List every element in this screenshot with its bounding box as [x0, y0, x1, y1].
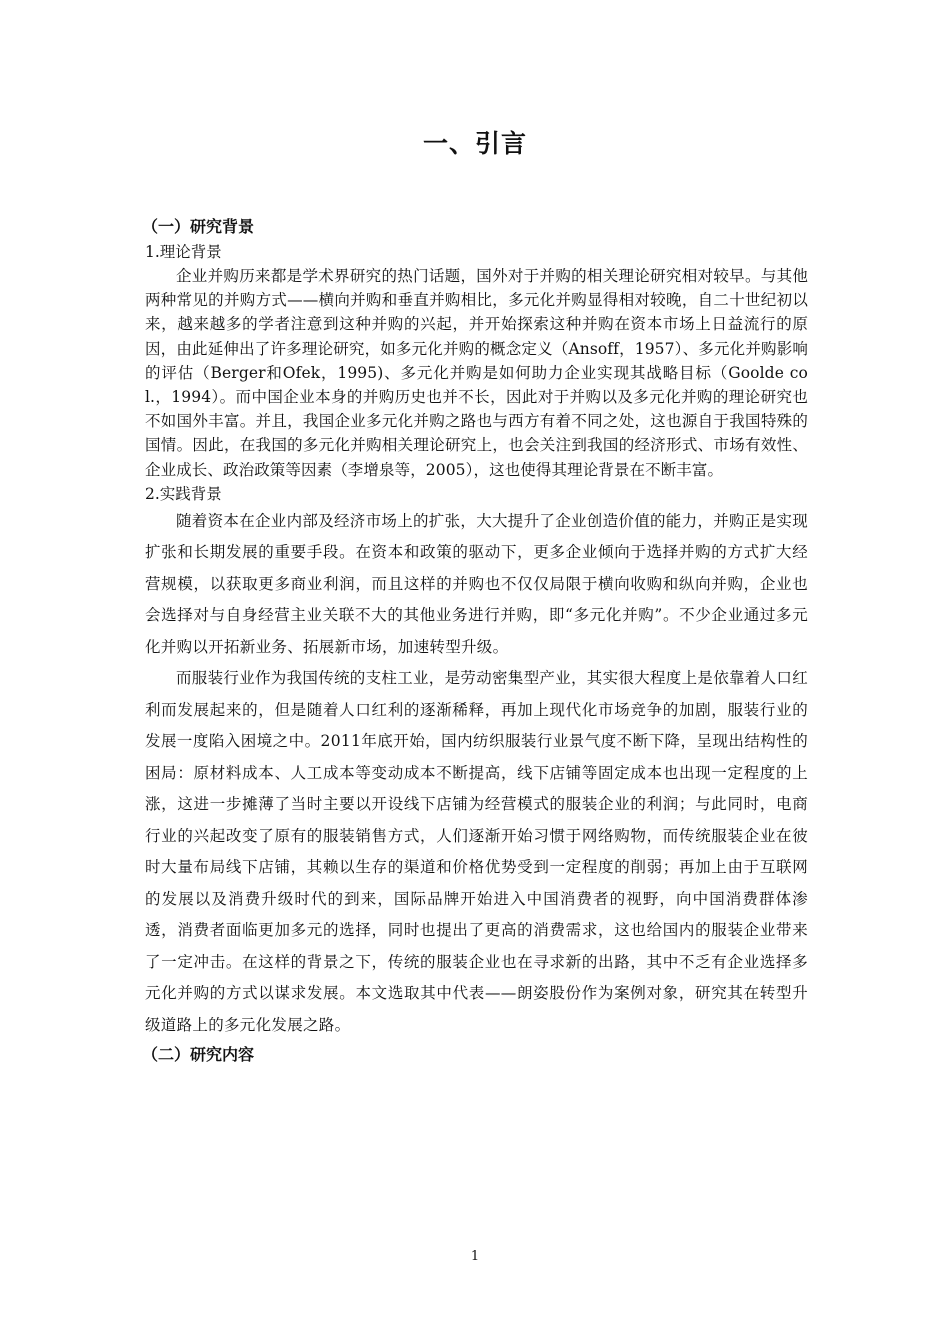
- paragraph-practice-background-1: 随着资本在企业内部及经济市场上的扩张，大大提升了企业创造价值的能力，并购正是实现扩张和长期发展的重要手段。在资本和政策的驱动下，更多企业倾向于选择并购的方式扩大经营规模，以获取更多商业利润，而且这样的并购也不仅仅局限于横向收购和纵向并购，企业也会选择对与自身经营主业关联不大的其他业务进行并购，即“多元化并购”。不少企业通过多元化并购以开拓新业务、拓展新市场，加速转型升级。: [145, 511, 809, 656]
- paragraph-practice-background-2: 而服装行业作为我国传统的支柱工业，是劳动密集型产业，其实很大程度上是依靠着人口红利而发展起来的，但是随着人口红利的逐渐稀释，再加上现代化市场竞争的加剧，服装行业的发展一度陷入困境之中。2011年底开始，国内纺织服装行业景气度不断下降，呈现出结构性的困局：原材料成本、人工成本等变动成本不断提高，线下店铺等固定成本也出现一定程度的上涨，这进一步摊薄了当时主要以开设线下店铺为经营模式的服装企业的利润；与此同时，电商行业的兴起改变了原有的服装销售方式，人们逐渐开始习惯于网络购物，而传统服装企业在彼时大量布局线下店铺，其赖以生存的渠道和价格优势受到一定程度的削弱；再加上由于互联网的发展以及消费升级时代的到来，国际品牌开始进入中国消费者的视野，向中国消费群体渗透，消费者面临更加多元的选择，同时也提出了更高的消费需求，这也给国内的服装企业带来了一定冲击。在这样的背景之下，传统的服装企业也在寻求新的出路，其中不乏有企业选择多元化并购的方式以谋求发展。本文选取其中代表——朗姿股份作为案例对象，研究其在转型升级道路上的多元化发展之路。: [145, 669, 809, 1034]
- section-heading-research-background: （一）研究背景: [142, 217, 255, 236]
- page-number: 1: [470, 1249, 480, 1264]
- subheading-theory-background: 1.理论背景: [145, 243, 222, 261]
- subheading-practice-background: 2.实践背景: [145, 484, 222, 503]
- document-body: [142, 214, 809, 1069]
- paragraph-theory-background: 企业并购历来都是学术界研究的热门话题，国外对于并购的相关理论研究相对较早。与其他两种常见的并购方式——横向并购和垂直并购相比，多元化并购显得相对较晚，自二十世纪初以来，越来越多的学者注意到这种并购的兴起，并开始探索这种并购在资本市场上日益流行的原因，由此延伸出了许多理论研究，如多元化并购的概念定义（Ansoff，1957）、多元化并购影响的评估（Berger和Ofek，1995)、多元化并购是如何助力企业实现其战略目标（Goolde col.，1994）。而中国企业本身的并购历史也并不长，因此对于并购以及多元化并购的理论研究也不如国外丰富。并且，我国企业多元化并购之路也与西方有着不同之处，这也源自于我国特殊的国情。因此，在我国的多元化并购相关理论研究上，也会关注到我国的经济形式、市场有效性、企业成长、政治政策等因素（李增泉等，2005），这也使得其理论背景在不断丰富。: [145, 267, 808, 479]
- page-title: 一、引言: [422, 129, 527, 158]
- section-heading-research-content: （二）研究内容: [142, 1045, 255, 1065]
